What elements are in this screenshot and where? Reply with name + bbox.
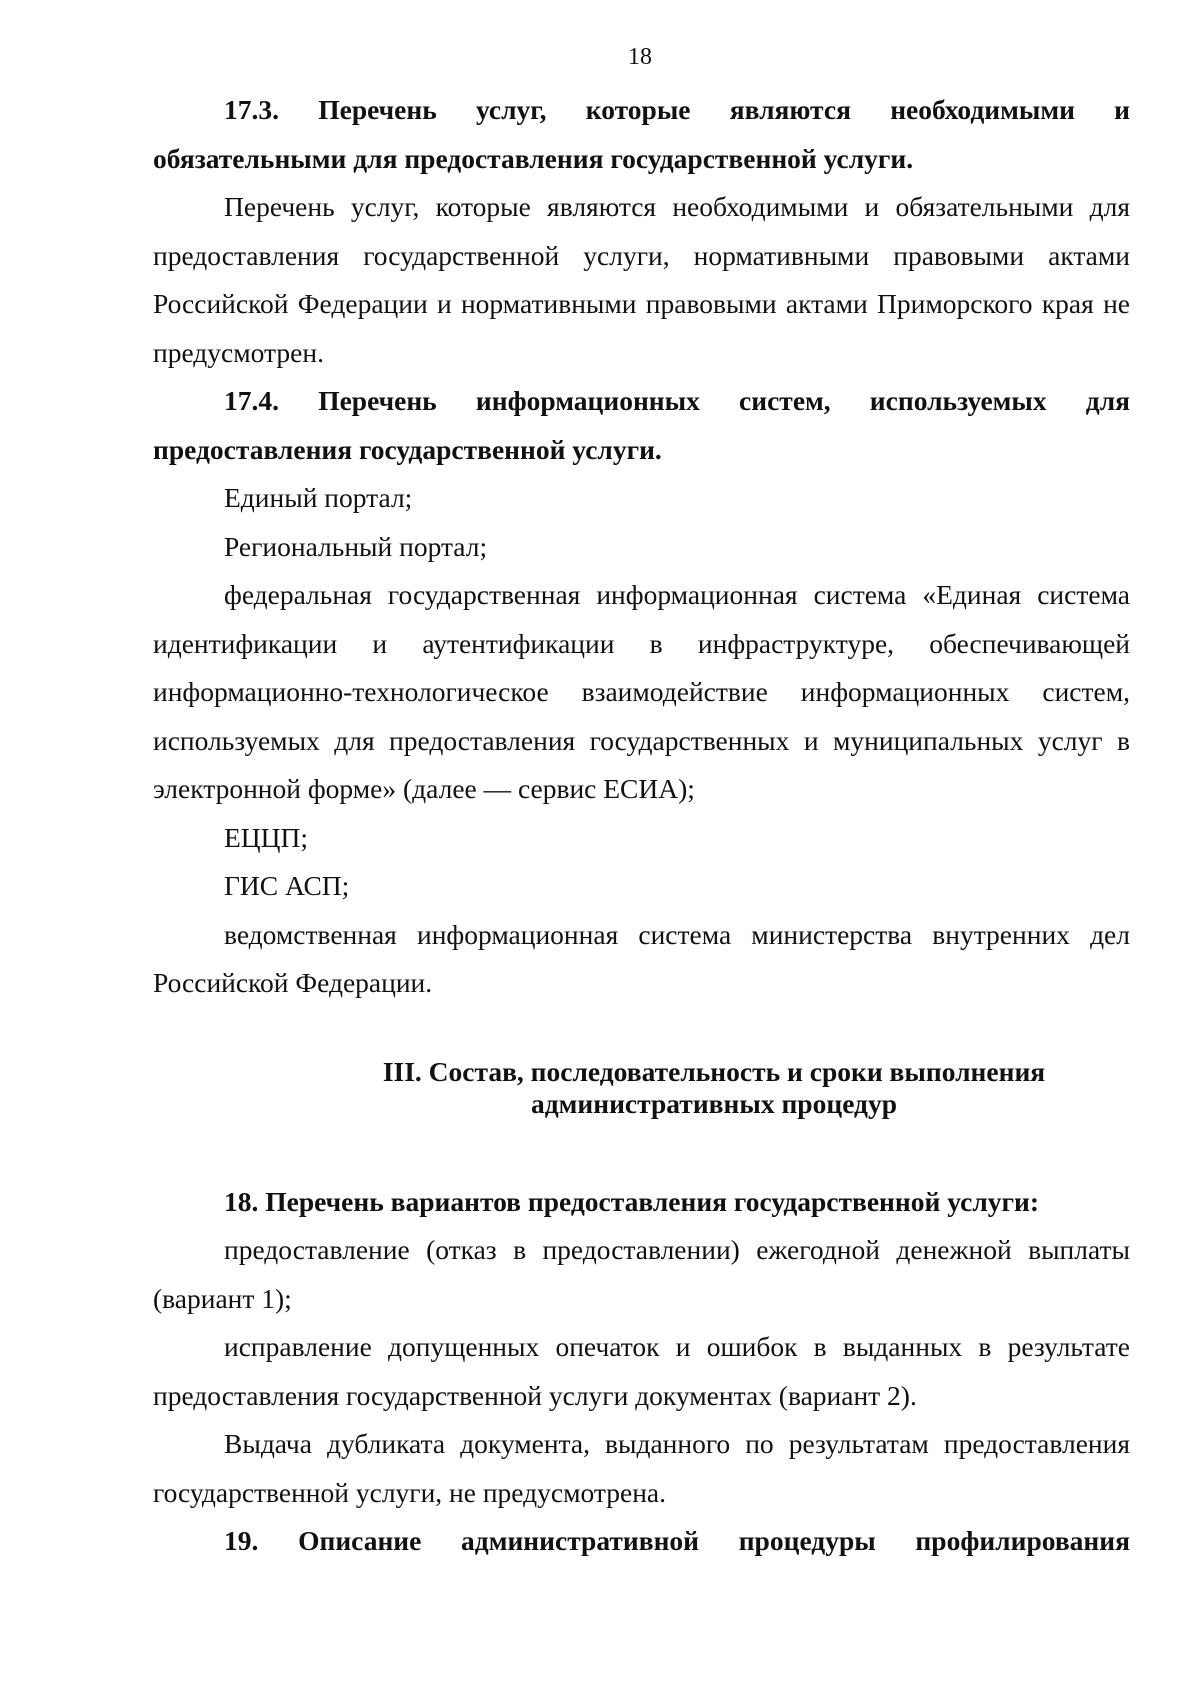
section-3-title-line-2: административных процедур	[531, 1087, 897, 1119]
section-19-heading: 19. Описание административной процедуры профилирования	[224, 1525, 1130, 1556]
paragraph: Выдача дубликата документа, выданного по результатам предоставления государственной услуги, не предусмотрена.	[153, 1428, 1130, 1508]
list-item: Единый портал;	[224, 482, 413, 513]
document-body	[153, 86, 1130, 1566]
section-17-3-body: Перечень услуг, которые являются необходимыми и обязательными для предоставления государственной услуги, нормативными правовыми актами Российской Федерации и нормативными правовыми актами Приморского края не предусмотрен.	[153, 191, 1130, 368]
section-17-3-title: Перечень услуг, которые являются необходимыми и обязательными для предоставления государственной услуги.	[153, 94, 1130, 174]
section-17-4-title: Перечень информационных систем, используемых для предоставления государственной услуги.	[153, 385, 1130, 465]
section-17-3-number: 17.3.	[224, 94, 279, 125]
section-17-4-number: 17.4.	[224, 385, 279, 416]
list-item: Региональный портал;	[224, 530, 488, 562]
list-item: федеральная государственная информационная система «Единая система идентификации и аутентификации в инфраструктуре, обеспечивающей информационно-технологическое взаимодействие информационных систем, используемых для предоставления государственных и муниципальных услуг в электронной форме» (далее — сервис ЕСИА);	[153, 579, 1130, 804]
list-item: исправление допущенных опечаток и ошибок в выданных в результате предоставления государственной услуги документах (вариант 2).	[153, 1331, 1130, 1411]
list-item: ГИС АСП;	[224, 870, 350, 901]
section-3-title-line-1: III. Состав, последовательность и сроки выполнения	[382, 1055, 1046, 1087]
list-item: предоставление (отказ в предоставлении) ежегодной денежной выплаты (вариант 1);	[153, 1234, 1130, 1314]
list-item: ЕЦЦП;	[224, 821, 309, 853]
spacer	[153, 1008, 1130, 1056]
section-17-4-heading	[153, 377, 1130, 474]
spacer	[153, 1120, 1130, 1178]
section-17-3-heading	[153, 86, 1130, 183]
page-number: 18	[628, 44, 652, 70]
section-18-heading: 18. Перечень вариантов предоставления государственной услуги:	[224, 1185, 1039, 1217]
list-item: ведомственная информационная система министерства внутренних дел Российской Федерации.	[153, 918, 1130, 998]
